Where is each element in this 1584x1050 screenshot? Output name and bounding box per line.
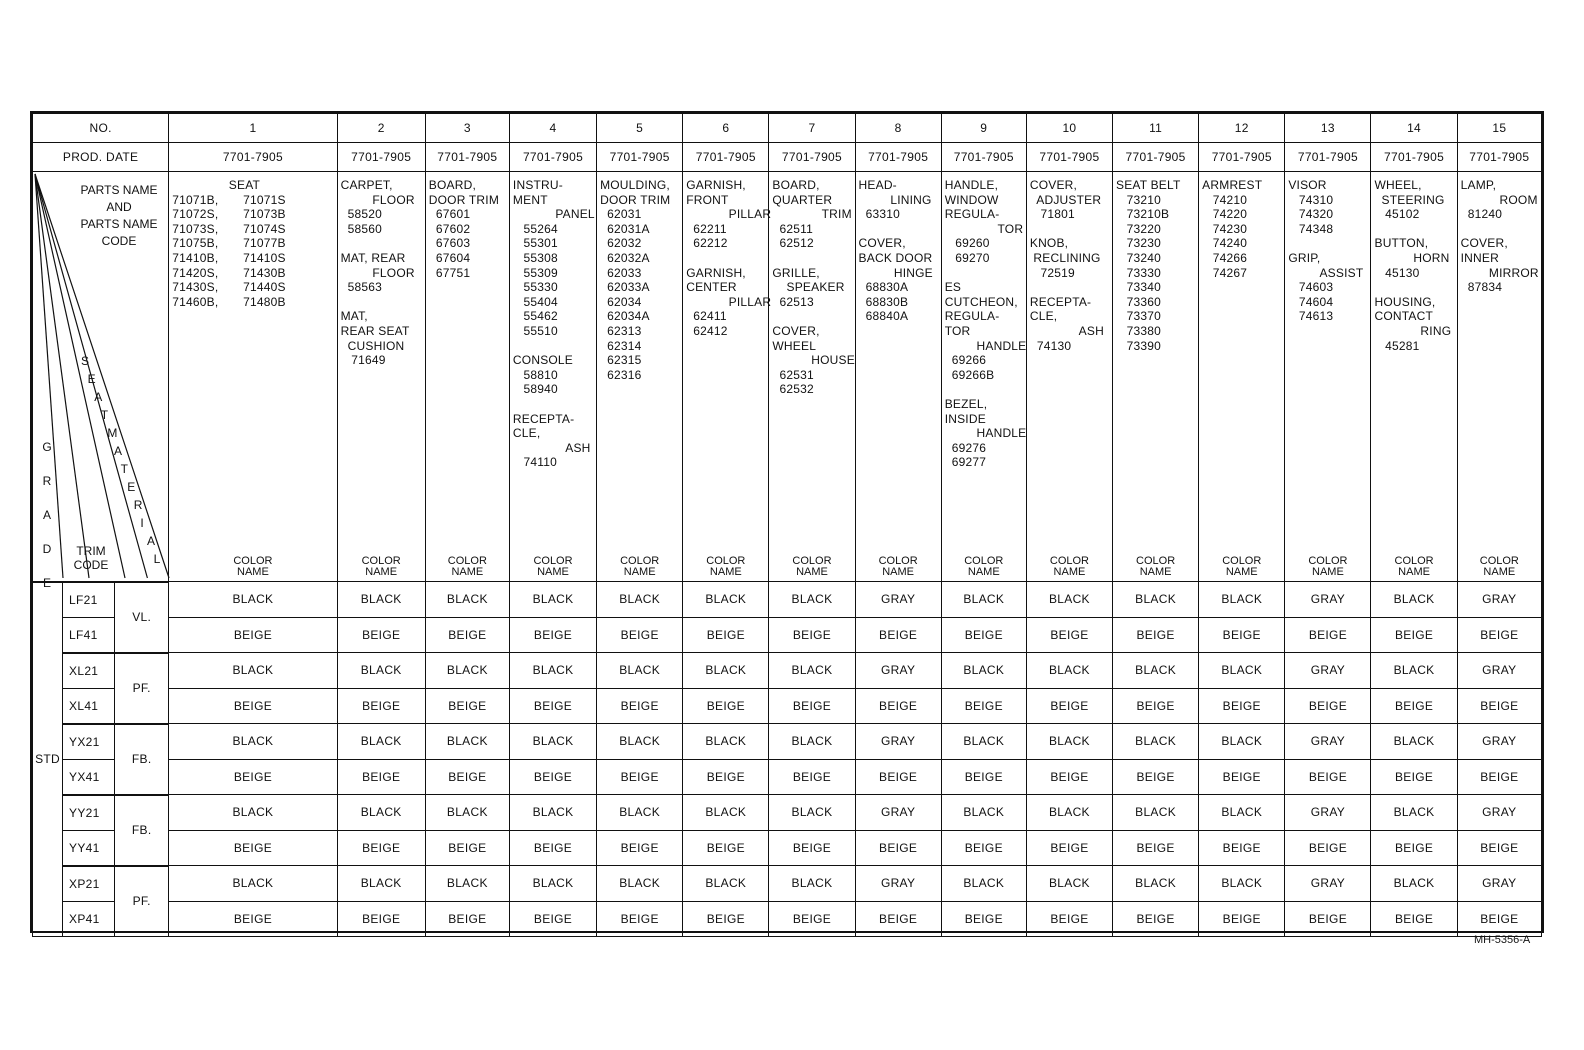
color-value: BLACK	[509, 724, 596, 760]
color-value: BEIGE	[1199, 830, 1285, 866]
trim-row	[33, 901, 1542, 936]
grade-cell: STD	[33, 582, 63, 937]
color-value: BEIGE	[509, 901, 596, 936]
color-value: BLACK	[1026, 582, 1112, 618]
color-value: BLACK	[597, 582, 683, 618]
color-value: BEIGE	[1285, 759, 1371, 795]
color-value: BEIGE	[425, 688, 509, 724]
color-value: BLACK	[1026, 795, 1112, 831]
column-number: 6	[683, 114, 769, 143]
color-value: BEIGE	[509, 830, 596, 866]
parts-name-list: ARMREST 74210 74220 74230 74240 74266 74267	[1202, 178, 1263, 280]
color-name-header: COLOR NAME	[683, 546, 769, 582]
parts-name-cell	[425, 172, 509, 547]
prod-date-value: 7701-7905	[169, 143, 337, 172]
color-value: BEIGE	[1457, 617, 1541, 653]
color-value: BEIGE	[509, 759, 596, 795]
seat-material-letter: E	[87, 372, 96, 386]
color-value: BEIGE	[941, 688, 1026, 724]
color-value: BEIGE	[1199, 688, 1285, 724]
color-value: BLACK	[1371, 866, 1457, 902]
prod-date-label: PROD. DATE	[33, 143, 169, 172]
color-value: BLACK	[509, 795, 596, 831]
color-value: GRAY	[1457, 724, 1541, 760]
color-value: BEIGE	[425, 617, 509, 653]
trim-color-table	[32, 113, 1542, 937]
color-value: BLACK	[1199, 724, 1285, 760]
color-value: BEIGE	[597, 688, 683, 724]
color-value: BEIGE	[941, 759, 1026, 795]
column-number: 10	[1026, 114, 1112, 143]
column-number: 4	[509, 114, 596, 143]
color-value: BLACK	[1199, 866, 1285, 902]
trim-row	[33, 582, 1542, 618]
parts-name-list: LAMP, ROOM 81240 COVER, INNER MIRROR 87834	[1460, 178, 1539, 295]
trim-code: LF21	[63, 582, 115, 618]
trim-row	[33, 653, 1542, 689]
color-value: BEIGE	[425, 901, 509, 936]
column-number: 11	[1113, 114, 1199, 143]
color-value: BEIGE	[1285, 901, 1371, 936]
color-value: GRAY	[1285, 582, 1371, 618]
color-value: BLACK	[597, 653, 683, 689]
parts-name-list: HEAD- LINING 63310 COVER, BACK DOOR HINGE 68830A 68830B 68840A	[858, 178, 933, 324]
color-value: BEIGE	[597, 830, 683, 866]
color-value: GRAY	[1285, 653, 1371, 689]
trim-row	[33, 688, 1542, 724]
column-number: 8	[855, 114, 941, 143]
color-value: BEIGE	[169, 901, 337, 936]
color-value: BLACK	[1371, 653, 1457, 689]
color-value: BLACK	[941, 724, 1026, 760]
color-name-header: COLOR NAME	[1113, 546, 1199, 582]
color-value: BLACK	[1199, 582, 1285, 618]
parts-name-list: SEAT 71071B, 71071S 71072S, 71073B 71073S, 71074S 71075B, 71077B 71410B, 71410S 71420S, 71430B 71430S, 71440S 71460B, 71480B	[172, 178, 286, 309]
color-value: BEIGE	[769, 759, 855, 795]
color-value: BEIGE	[683, 830, 769, 866]
color-value: BEIGE	[1113, 759, 1199, 795]
parts-name-cell	[1371, 172, 1457, 547]
color-value: BEIGE	[1457, 901, 1541, 936]
column-number: 7	[769, 114, 855, 143]
color-value: BLACK	[337, 724, 425, 760]
trim-code: XL41	[63, 688, 115, 724]
parts-name-list: VISOR 74310 74320 74348 GRIP, ASSIST 74603 74604 74613	[1288, 178, 1364, 324]
color-value: BEIGE	[169, 759, 337, 795]
color-value: BEIGE	[1371, 830, 1457, 866]
color-name-header: COLOR NAME	[337, 546, 425, 582]
column-number: 12	[1199, 114, 1285, 143]
color-value: BLACK	[597, 866, 683, 902]
seat-material-letter: S	[81, 354, 90, 368]
seat-material: FB.	[115, 724, 169, 795]
parts-name-list: BOARD, DOOR TRIM 67601 67602 67603 67604 67751	[428, 178, 500, 280]
color-value: BLACK	[597, 795, 683, 831]
prod-date-value: 7701-7905	[1371, 143, 1457, 172]
color-value: BLACK	[337, 653, 425, 689]
prod-date-value: 7701-7905	[337, 143, 425, 172]
parts-name-cell	[1285, 172, 1371, 547]
parts-name-list: GARNISH, FRONT PILLAR 62211 62212 GARNISH, CENTER PILLAR 62411 62412	[686, 178, 772, 338]
parts-row	[33, 172, 1542, 547]
column-number: 5	[597, 114, 683, 143]
parts-name-cell	[1199, 172, 1285, 547]
color-value: BLACK	[941, 795, 1026, 831]
color-value: BLACK	[683, 724, 769, 760]
parts-name-cell	[683, 172, 772, 547]
color-value: BLACK	[337, 866, 425, 902]
color-value: BEIGE	[1026, 617, 1112, 653]
trim-code-label: TRIM CODE	[73, 544, 109, 572]
parts-name-label: PARTS NAME AND PARTS NAME CODE	[80, 183, 158, 248]
parts-name-list: SEAT BELT 73210 73210B 73220 73230 73240 73330 73340 73360 73370 73380 73390	[1116, 178, 1181, 353]
color-value: BEIGE	[597, 901, 683, 936]
color-value: BEIGE	[855, 688, 941, 724]
seat-material-letter: A	[94, 390, 103, 404]
color-value: BLACK	[425, 582, 509, 618]
color-value: BLACK	[337, 795, 425, 831]
prod-date-value: 7701-7905	[425, 143, 509, 172]
color-value: BEIGE	[1026, 688, 1112, 724]
prod-date-value: 7701-7905	[509, 143, 596, 172]
color-value: BLACK	[509, 582, 596, 618]
color-value: BEIGE	[1285, 688, 1371, 724]
color-value: BEIGE	[683, 759, 769, 795]
prod-date-value: 7701-7905	[1026, 143, 1112, 172]
color-value: BEIGE	[1113, 901, 1199, 936]
color-value: BEIGE	[769, 688, 855, 724]
color-value: BLACK	[683, 795, 769, 831]
seat-material-letter: M	[107, 426, 118, 440]
color-value: BEIGE	[1457, 759, 1541, 795]
color-value: GRAY	[855, 724, 941, 760]
color-value: BEIGE	[337, 759, 425, 795]
color-value: BLACK	[1026, 724, 1112, 760]
color-value: BEIGE	[1457, 830, 1541, 866]
color-name-header: COLOR NAME	[1457, 546, 1541, 582]
diagonal-header	[33, 172, 169, 590]
color-value: BEIGE	[337, 617, 425, 653]
parts-name-list: BOARD, QUARTER TRIM 62511 62512 GRILLE, SPEAKER 62513 COVER, WHEEL HOUSE 62531 62532	[772, 178, 855, 397]
color-value: BEIGE	[855, 759, 941, 795]
parts-name-list: MOULDING, DOOR TRIM 62031 62031A 62032 62032A 62033 62033A 62034 62034A 62313 62314 62315 62316	[600, 178, 671, 382]
prod-date-value: 7701-7905	[683, 143, 769, 172]
color-value: BEIGE	[337, 830, 425, 866]
color-value: BLACK	[1113, 795, 1199, 831]
color-value: BEIGE	[1285, 617, 1371, 653]
color-value: BEIGE	[855, 901, 941, 936]
color-value: BEIGE	[683, 901, 769, 936]
color-name-row	[33, 546, 1542, 582]
color-value: BLACK	[1199, 795, 1285, 831]
color-value: GRAY	[1285, 795, 1371, 831]
color-value: GRAY	[855, 795, 941, 831]
color-value: BEIGE	[1371, 759, 1457, 795]
parts-name-list: HANDLE, WINDOW REGULA- TOR 69260 69270 ES CUTCHEON, REGULA- TOR HANDLE 69266 69266B BEZEL, INSIDE HANDLE 69276 69277	[944, 178, 1027, 470]
color-value: BLACK	[683, 582, 769, 618]
color-value: BLACK	[941, 866, 1026, 902]
seat-material-letter: A	[114, 444, 123, 458]
color-value: BEIGE	[1457, 688, 1541, 724]
parts-name-cell	[855, 172, 941, 547]
color-name-header: COLOR NAME	[597, 546, 683, 582]
color-value: BLACK	[169, 653, 337, 689]
seat-material: PF.	[115, 653, 169, 724]
seat-material-letter: T	[100, 408, 109, 422]
color-name-header: COLOR NAME	[169, 546, 337, 582]
prod-date-row	[33, 143, 1542, 172]
trim-row	[33, 759, 1542, 795]
color-value: GRAY	[1457, 866, 1541, 902]
parts-name-cell	[597, 172, 683, 547]
color-value: GRAY	[1285, 724, 1371, 760]
color-value: BEIGE	[597, 759, 683, 795]
parts-name-list: CARPET, FLOOR 58520 58560 MAT, REAR FLOOR 58563 MAT, REAR SEAT CUSHION 71649	[340, 178, 415, 368]
column-number: 13	[1285, 114, 1371, 143]
number-row	[33, 114, 1542, 143]
trim-row	[33, 617, 1542, 653]
color-value: BLACK	[769, 582, 855, 618]
trim-code: XL21	[63, 653, 115, 689]
prod-date-value: 7701-7905	[769, 143, 855, 172]
no-label: NO.	[33, 114, 169, 143]
trim-row	[33, 866, 1542, 902]
color-value: BEIGE	[169, 617, 337, 653]
color-value: BLACK	[509, 653, 596, 689]
color-value: BEIGE	[769, 830, 855, 866]
prod-date-value: 7701-7905	[1457, 143, 1541, 172]
color-name-header: COLOR NAME	[1026, 546, 1112, 582]
color-name-header: COLOR NAME	[1371, 546, 1457, 582]
column-number: 15	[1457, 114, 1541, 143]
trim-code: YX21	[63, 724, 115, 760]
color-value: BLACK	[769, 653, 855, 689]
color-name-header: COLOR NAME	[509, 546, 596, 582]
color-value: BLACK	[1371, 795, 1457, 831]
seat-material-letter: L	[153, 552, 161, 566]
color-value: BEIGE	[337, 901, 425, 936]
color-value: BEIGE	[941, 901, 1026, 936]
color-value: BEIGE	[169, 688, 337, 724]
color-value: BLACK	[1199, 653, 1285, 689]
trim-code: YY41	[63, 830, 115, 866]
color-value: BEIGE	[1199, 759, 1285, 795]
color-value: BLACK	[425, 795, 509, 831]
color-value: BEIGE	[597, 617, 683, 653]
trim-row	[33, 795, 1542, 831]
parts-name-list: COVER, ADJUSTER 71801 KNOB, RECLINING 72519 RECEPTA- CLE, ASH 74130	[1029, 178, 1104, 353]
prod-date-value: 7701-7905	[855, 143, 941, 172]
color-name-header: COLOR NAME	[769, 546, 855, 582]
color-value: BEIGE	[1371, 901, 1457, 936]
trim-code: YX41	[63, 759, 115, 795]
color-value: BLACK	[769, 795, 855, 831]
column-number: 1	[169, 114, 337, 143]
column-number: 14	[1371, 114, 1457, 143]
color-value: BEIGE	[1026, 759, 1112, 795]
color-name-header: COLOR NAME	[855, 546, 941, 582]
color-value: BLACK	[425, 653, 509, 689]
color-value: BEIGE	[1285, 830, 1371, 866]
prod-date-value: 7701-7905	[1285, 143, 1371, 172]
parts-name-cell	[337, 172, 425, 547]
color-value: GRAY	[855, 653, 941, 689]
color-value: BEIGE	[425, 759, 509, 795]
parts-name-list: WHEEL, STEERING 45102 BUTTON, HORN 45130 HOUSING, CONTACT RING 45281	[1374, 178, 1452, 353]
color-value: BEIGE	[1371, 617, 1457, 653]
color-value: BLACK	[941, 582, 1026, 618]
prod-date-value: 7701-7905	[597, 143, 683, 172]
color-value: BLACK	[1371, 724, 1457, 760]
reference-code: MH-5356-A	[1474, 934, 1531, 946]
color-value: BEIGE	[337, 688, 425, 724]
seat-material-letter: R	[133, 498, 143, 512]
column-number: 9	[941, 114, 1026, 143]
color-value: BLACK	[597, 724, 683, 760]
color-value: BEIGE	[509, 688, 596, 724]
color-value: BLACK	[1113, 653, 1199, 689]
color-value: BEIGE	[1199, 617, 1285, 653]
color-chart-sheet	[30, 111, 1544, 933]
color-value: BLACK	[683, 866, 769, 902]
trim-code: XP21	[63, 866, 115, 902]
prod-date-value: 7701-7905	[1199, 143, 1285, 172]
color-value: BEIGE	[1199, 901, 1285, 936]
color-value: BLACK	[425, 866, 509, 902]
color-value: BLACK	[1026, 653, 1112, 689]
color-value: BLACK	[169, 795, 337, 831]
trim-code: XP41	[63, 901, 115, 936]
color-value: BLACK	[1113, 866, 1199, 902]
trim-code: LF41	[63, 617, 115, 653]
color-value: BLACK	[683, 653, 769, 689]
parts-name-cell	[1113, 172, 1199, 547]
trim-code: YY21	[63, 795, 115, 831]
color-name-header: COLOR NAME	[1285, 546, 1371, 582]
seat-material-letter: E	[127, 480, 136, 494]
color-value: BEIGE	[1113, 688, 1199, 724]
color-value: GRAY	[855, 582, 941, 618]
color-value: BEIGE	[769, 901, 855, 936]
color-value: GRAY	[1457, 795, 1541, 831]
color-value: BLACK	[1026, 866, 1112, 902]
color-value: BEIGE	[509, 617, 596, 653]
grade-label: G R A D E	[42, 440, 52, 590]
color-value: GRAY	[1457, 653, 1541, 689]
color-value: BEIGE	[855, 617, 941, 653]
color-value: BLACK	[769, 724, 855, 760]
color-value: BLACK	[1113, 582, 1199, 618]
color-value: GRAY	[855, 866, 941, 902]
parts-name-cell	[941, 172, 1026, 547]
color-value: BLACK	[1113, 724, 1199, 760]
parts-name-cell	[1026, 172, 1112, 547]
seat-material: FB.	[115, 795, 169, 866]
seat-material: PF.	[115, 866, 169, 937]
color-value: GRAY	[1285, 866, 1371, 902]
color-value: BLACK	[1371, 582, 1457, 618]
seat-material: VL.	[115, 582, 169, 653]
color-value: BLACK	[425, 724, 509, 760]
color-value: BEIGE	[1113, 617, 1199, 653]
parts-name-cell	[509, 172, 596, 547]
color-value: BEIGE	[1113, 830, 1199, 866]
parts-name-list: INSTRU- MENT PANEL 55264 55301 55308 55309 55330 55404 55462 55510 CONSOLE 58810 58940 RECEPTA- CLE, ASH 74110	[512, 178, 595, 470]
column-number: 3	[425, 114, 509, 143]
color-value: BEIGE	[1371, 688, 1457, 724]
color-value: BLACK	[169, 724, 337, 760]
color-value: BLACK	[169, 866, 337, 902]
color-value: BEIGE	[1026, 901, 1112, 936]
color-name-header: COLOR NAME	[1199, 546, 1285, 582]
seat-material-letter: I	[140, 516, 144, 530]
prod-date-value: 7701-7905	[941, 143, 1026, 172]
color-value: BLACK	[337, 582, 425, 618]
color-value: BEIGE	[855, 830, 941, 866]
prod-date-value: 7701-7905	[1113, 143, 1199, 172]
color-value: BEIGE	[1026, 830, 1112, 866]
color-name-header: COLOR NAME	[425, 546, 509, 582]
color-value: BEIGE	[425, 830, 509, 866]
parts-name-cell	[1457, 172, 1541, 547]
seat-material-letter: A	[147, 534, 156, 548]
color-value: BLACK	[941, 653, 1026, 689]
color-value: BLACK	[769, 866, 855, 902]
color-value: BEIGE	[683, 617, 769, 653]
color-value: BLACK	[169, 582, 337, 618]
trim-row	[33, 724, 1542, 760]
color-value: BLACK	[509, 866, 596, 902]
trim-row	[33, 830, 1542, 866]
color-value: BEIGE	[683, 688, 769, 724]
color-value: BEIGE	[941, 830, 1026, 866]
color-value: BEIGE	[169, 830, 337, 866]
color-value: GRAY	[1457, 582, 1541, 618]
seat-material-letter: T	[120, 462, 128, 476]
parts-name-cell	[769, 172, 855, 547]
color-value: BEIGE	[769, 617, 855, 653]
column-number: 2	[337, 114, 425, 143]
color-name-header: COLOR NAME	[941, 546, 1026, 582]
color-value: BEIGE	[941, 617, 1026, 653]
parts-name-cell	[169, 172, 337, 547]
